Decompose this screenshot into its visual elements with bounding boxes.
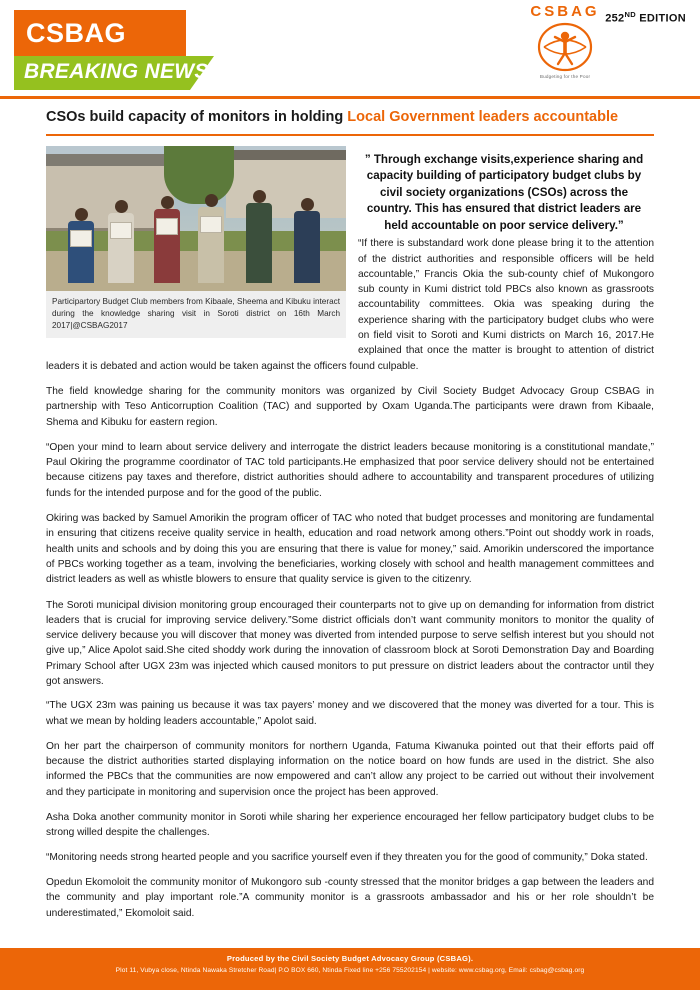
pull-quote: ” Through exchange visits,experience sharing and capacity building of participatory budget clubs by civil society organizations (CSOs) across the country. This has ensured that district leaders are held accountable on poor service delivery.” bbox=[364, 153, 644, 232]
masthead bbox=[0, 0, 700, 96]
logo-wordmark: CSBAG bbox=[530, 3, 600, 20]
photo-person bbox=[108, 200, 134, 283]
paragraph: On her part the chairperson of community monitors for northern Uganda, Fatuma Kiwanuka pointed out that their efforts paid off because the district authorities started displaying information on the notice board on how funds are used in the district. She also informed the PBCs that the communities are now empowered and can’t allow any project to be carried out without their involvement and they participate in monitoring and supervision once the project has been approved. bbox=[46, 740, 654, 798]
headline-accent: Local Government leaders accountable bbox=[347, 109, 619, 125]
logo-emblem-icon bbox=[536, 21, 594, 73]
paragraph: “Monitoring needs strong hearted people and you sacrifice yourself even if they threaten you for the good of community,” Doka stated. bbox=[46, 851, 648, 863]
paragraph: The Soroti municipal division monitoring group encouraged their counterparts not to give up on demanding for information from district leaders that is crucial for improving service delivery.”Some district officials don’t want community monitors to monitor the quality of service delivery because you will discover that money was diverted from intended purpose to serve selfish interest but you should not give up,” Alice Apolot said.She cited shoddy work during the innovation of classroom block at Soroti Demonstration Day and Boarding Primary School after UGX 23m was injected which caused monitors to put pressure on district leaders about the contractor until they got answers. bbox=[46, 599, 654, 687]
photo-block bbox=[46, 146, 346, 338]
headline-part-1: CSOs build capacity of monitors in holding bbox=[46, 109, 348, 125]
photo-person bbox=[198, 194, 224, 283]
footer-content bbox=[0, 954, 700, 974]
photo-roof-right bbox=[222, 150, 346, 160]
csbag-logo bbox=[522, 4, 608, 86]
brand-name: CSBAG bbox=[26, 17, 127, 48]
photo-building-right bbox=[226, 156, 346, 218]
paragraph: Asha Doka another community monitor in Soroti while sharing her experience encouraged her fellow participatory budget clubs to be strong willed despite the challenges. bbox=[46, 812, 654, 839]
edition-number: 252 bbox=[605, 12, 625, 25]
paragraph: “Open your mind to learn about service delivery and interrogate the district leaders because monitoring is a constitutional mandate,” Paul Okiring the programme coordinator of TAC told participants.He emphasized that poor service delivery should not be entertained because citizens pay taxes and therefore, district authorities should adhere to accountability and transparent procedures of utilizing funds for the intended purpose and for the good of the public. bbox=[46, 441, 654, 499]
photo-person bbox=[154, 196, 180, 283]
page-title bbox=[46, 108, 666, 126]
paragraph: “The UGX 23m was paining us because it was tax payers’ money and we discovered that the money was diverted for a tour. This is what we mean by holding leaders accountable,” Apolot said. bbox=[46, 700, 654, 727]
brand-logo-box bbox=[14, 10, 186, 56]
photo-person bbox=[294, 198, 320, 283]
edition-label bbox=[605, 10, 686, 25]
page-footer bbox=[0, 948, 700, 990]
headline-divider bbox=[46, 134, 654, 136]
paragraph: The field knowledge sharing for the community monitors was organized by Civil Society Budget Advocacy Group CSBAG in partnership with Teso Anticorruption Coalition (TAC) and supported by Oxam Uganda.The participants were drawn from Kibaale, Shema and Kibuku for eastern region. bbox=[46, 385, 654, 428]
footer-producer: Produced by the Civil Society Budget Advocacy Group (CSBAG). bbox=[226, 954, 474, 963]
article-photo bbox=[46, 146, 346, 291]
edition-ordinal: ND bbox=[624, 10, 636, 19]
footer-contact: Plot 11, Vubya close, Ntinda Nawaka Stretcher Road| P.O BOX 660, Ntinda Fixed line +256 755202154 | website: www.csbag.org, Email: csbag@csbag.org bbox=[115, 967, 585, 974]
breaking-news-label: BREAKING NEWS bbox=[24, 60, 209, 83]
paragraph: Okiring was backed by Samuel Amorikin the program officer of TAC who noted that budget processes and monitoring are fundamental in ensuring that citizens receive quality service in health, education and road network among others.”Point out shoddy work in roads, health units and schools and by doing this you are ensuring that there is value for money,” said. Amorikin underscored the importance of PBCs working together as a team, involving the beneficiaries, working closely with school and health management committees and district leaders as well as whistle blowers to ensure that quality service is given to the citizenry. bbox=[46, 513, 654, 586]
photo-person bbox=[68, 208, 94, 283]
paragraph: Opedun Ekomoloit the community monitor of Mukongoro sub -county stressed that the monitor bridges a gap between the leaders and the community and play important role.”A community monitor is a grassroots ambassador and his or her role shouldn’t be underestimated,” Ekomoloit said. bbox=[46, 876, 654, 919]
edition-word: EDITION bbox=[635, 12, 686, 25]
breaking-news-banner bbox=[14, 56, 214, 90]
logo-tagline: Budgeting for the Poor bbox=[539, 74, 591, 79]
masthead-divider bbox=[0, 96, 700, 99]
photo-person bbox=[246, 190, 272, 283]
photo-caption: Participartory Budget Club members from Kibaale, Sheema and Kibuku interact during the knowledge sharing visit in Soroti district on 16th March 2017|@CSBAG2017 bbox=[46, 291, 346, 338]
photo-roof-left bbox=[46, 154, 178, 166]
article-body bbox=[46, 146, 654, 931]
paragraph: “If there is substandard work done please bring it to the attention of the district authorities and responsible officers will be held accountable,” Francis Okia the sub-county chief of Mukongoro sub county in Kumi district told PBCs also known as grassroots accountability committees. Okia was speaking during the experience sharing with the participatory budget clubs who were on field visit to Soroti and Kumi districts on March 16, 2017.He explained that once the matter is brought to attention of district leaders it is debated and action would be taken against the officers found culpable. bbox=[46, 238, 654, 372]
